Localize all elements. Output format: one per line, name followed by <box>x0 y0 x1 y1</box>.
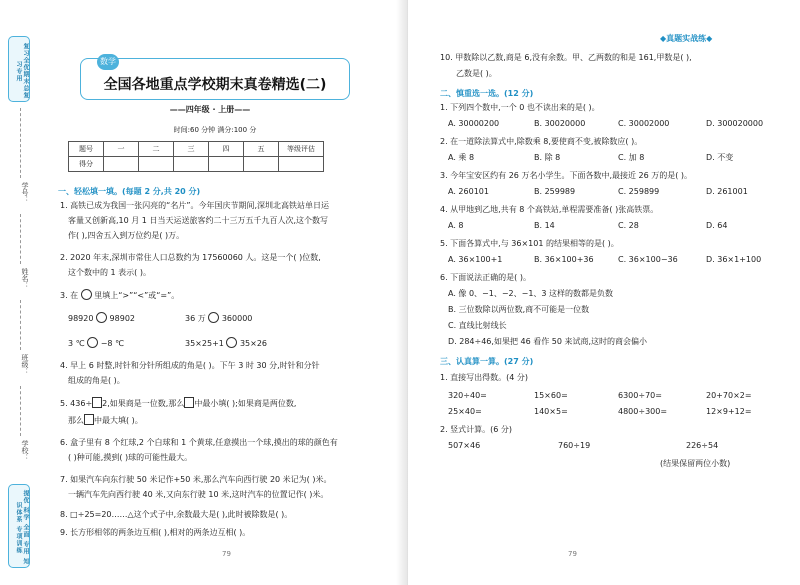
question-10-line1: 10. 甲数除以乙数,商是 6,没有余数。甲、乙两数的和是 161,甲数是( ), <box>440 53 692 62</box>
choice-6: 6. 下面说法正确的是( )。 <box>440 273 531 282</box>
calc-item: 320÷40= <box>448 391 487 400</box>
exam-time: 时间:60 分钟 满分:100 分 <box>173 126 257 134</box>
choice-4: 4. 从甲地到乙地,共有 8 个高铁站,单程需要准备( )张高铁票。 <box>440 205 659 214</box>
choice-option[interactable]: D. 36×1+100 <box>706 255 762 264</box>
choice-option[interactable]: A. 8 <box>448 221 464 230</box>
compare-blank[interactable] <box>87 337 98 348</box>
score-header: 五 <box>244 142 279 157</box>
field-student-id: 学号： <box>21 182 29 203</box>
page-title: 全国各地重点学校期末真卷精选(二) <box>103 77 327 93</box>
choice-option[interactable]: B. 259989 <box>534 187 576 196</box>
compare-value: 98902 <box>109 314 135 323</box>
choice-2: 2. 在一道除法算式中,除数乘 8,要使商不变,被除数应( )。 <box>440 137 643 146</box>
question-3-suffix: 里填上“>”“<”或“=”。 <box>94 291 180 300</box>
compare-row-1a <box>68 312 135 325</box>
vertical-calc-item: 507×46 <box>448 441 481 450</box>
score-header: 四 <box>209 142 244 157</box>
calc-item: 6300÷70= <box>618 391 662 400</box>
choice-5: 5. 下面各算式中,与 36×101 的结果相等的是( )。 <box>440 239 619 248</box>
question-6-line2: ( )种可能,摸到( )球的可能性最大。 <box>68 453 193 462</box>
strip-top-box: 复习全优期末总复习专用 <box>8 36 30 102</box>
choice-option[interactable]: D. 261001 <box>706 187 748 196</box>
compare-blank[interactable] <box>226 337 237 348</box>
digit-box[interactable] <box>92 397 102 408</box>
choice-option[interactable]: A. 260101 <box>448 187 489 196</box>
choice-option[interactable]: D. 不变 <box>706 153 734 162</box>
score-header: 三 <box>174 142 209 157</box>
score-row-label: 得分 <box>69 157 104 172</box>
compare-value: 98920 <box>68 314 94 323</box>
compare-blank[interactable] <box>96 312 107 323</box>
subject-badge: 数学 <box>97 54 119 70</box>
choice-option[interactable]: C. 直线比射线长 <box>448 321 507 330</box>
compare-value: 35×25+1 <box>185 339 224 348</box>
compare-value: 3 ℃ <box>68 339 85 348</box>
choice-option[interactable]: B. 30020000 <box>534 119 586 128</box>
question-1-line1: 1. 高铁已成为我国一张闪亮的“名片”。今年国庆节期间,深圳北高铁站单日运 <box>60 201 330 210</box>
score-cell[interactable] <box>174 157 209 172</box>
field-name: 姓名： <box>21 268 29 289</box>
score-header: 题号 <box>69 142 104 157</box>
compare-row-1b <box>185 312 252 325</box>
vertical-calc-item: 226÷54 <box>686 441 719 450</box>
choice-option[interactable]: C. 加 8 <box>618 153 645 162</box>
question-4-line1: 4. 早上 6 时整,时针和分针所组成的角是( )。下午 3 时 30 分,时针和分针 <box>60 361 320 370</box>
field-school: 学校： <box>21 440 29 461</box>
question-5-text: 中最大填( )。 <box>94 416 143 425</box>
strip-divider <box>20 386 21 436</box>
compare-value: 35×26 <box>239 339 268 348</box>
choice-option[interactable]: C. 36×100−36 <box>618 255 678 264</box>
question-2-line1: 2. 2020 年末,深圳市常住人口总数约为 17560060 人。这是一个( )位数, <box>60 253 321 262</box>
calc-2: 2. 竖式计算。(6 分) <box>440 425 513 434</box>
compare-value: 360000 <box>221 314 253 323</box>
score-header-row <box>69 142 324 157</box>
question-3-prefix: 3. 在 <box>60 291 79 300</box>
strip-divider <box>20 108 21 178</box>
choice-option[interactable]: D. 284÷46,如果把 46 看作 50 来试商,这时的商会偏小 <box>448 337 648 346</box>
choice-option[interactable]: C. 259899 <box>618 187 660 196</box>
question-1-line3: 作( ),四舍五入到万位约是( )万。 <box>68 231 185 240</box>
strip-bottom-box: 提优 科学 全面 专用 知识体系 专项训练 <box>8 484 30 568</box>
score-cell[interactable] <box>139 157 174 172</box>
question-5-text: 5. 436÷ <box>60 399 93 408</box>
digit-box[interactable] <box>184 397 194 408</box>
digit-box[interactable] <box>84 414 94 425</box>
strip-divider <box>20 300 21 350</box>
page-number: 79 <box>222 550 231 558</box>
calc-item: 140×5= <box>534 407 568 416</box>
score-header: 一 <box>104 142 139 157</box>
choice-option[interactable]: A. 乘 8 <box>448 153 475 162</box>
score-row <box>69 157 324 172</box>
question-1-line2: 客量又创新高,10 月 1 日当天运送旅客约二十三万五千九百人次,这个数写 <box>68 216 328 225</box>
choice-option[interactable]: B. 除 8 <box>534 153 561 162</box>
calc-item: 25×40= <box>448 407 482 416</box>
choice-option[interactable]: D. 300020000 <box>706 119 764 128</box>
field-class: 班级： <box>21 354 29 375</box>
question-3 <box>60 289 179 302</box>
question-5-text: 2,如果商是一位数,那么 <box>102 399 185 408</box>
score-cell[interactable] <box>209 157 244 172</box>
calc-item: 15×60= <box>534 391 568 400</box>
choice-option[interactable]: A. 像 0、−1、−2、−1、3 这样的数都是负数 <box>448 289 614 298</box>
question-9: 9. 长方形相邻的两条边互相( ),相对的两条边互相( )。 <box>60 528 251 537</box>
choice-option[interactable]: C. 30002000 <box>618 119 670 128</box>
page-number: 79 <box>568 550 577 558</box>
choice-option[interactable]: C. 28 <box>618 221 639 230</box>
vertical-calc-note: (结果保留两位小数) <box>660 459 731 468</box>
question-6-line1: 6. 盒子里有 8 个红球,2 个白球和 1 个黄球,任意摸出一个球,摸出的球的颜色有 <box>60 438 338 447</box>
choice-option[interactable]: A. 36×100+1 <box>448 255 503 264</box>
choice-option[interactable]: B. 14 <box>534 221 555 230</box>
compare-value: −8 ℃ <box>100 339 125 348</box>
question-5-text: 那么 <box>68 416 84 425</box>
choice-1: 1. 下列四个数中,一个 0 也不读出来的是( )。 <box>440 103 600 112</box>
question-8: 8. □÷25=20……△这个式子中,余数最大是( ),此时被除数是( )。 <box>60 510 293 519</box>
grade-label: ——四年级 · 上册—— <box>169 105 251 114</box>
compare-row-2a <box>68 337 124 350</box>
score-table <box>68 141 324 172</box>
choice-3: 3. 今年宝安区约有 26 万名小学生。下面各数中,最接近 26 万的是( )。 <box>440 171 693 180</box>
choice-option[interactable]: B. 三位数除以两位数,商不可能是一位数 <box>448 305 590 314</box>
strip-divider <box>20 214 21 264</box>
section-calc-title: 三、认真算一算。(27 分) <box>440 357 534 366</box>
question-4-line2: 组成的角是( )。 <box>68 376 125 385</box>
question-10-line2: 乙数是( )。 <box>456 69 497 78</box>
choice-option[interactable]: A. 30000200 <box>448 119 500 128</box>
question-7-line2: 一辆汽车先向西行驶 40 米,又向东行驶 10 米,这时汽车的位置记作( )米。 <box>68 490 329 499</box>
score-header: 二 <box>139 142 174 157</box>
compare-blank[interactable] <box>208 312 219 323</box>
question-5-line1 <box>60 397 296 410</box>
compare-value: 36 万 <box>185 314 206 323</box>
question-7-line1: 7. 如果汽车向东行驶 50 米记作+50 米,那么汽车向西行驶 20 米记为( )米。 <box>60 475 332 484</box>
brand-tag: ◆真题实战练◆ <box>660 34 713 43</box>
section-fill-title: 一、轻松填一填。(每题 2 分,共 20 分) <box>58 187 201 196</box>
question-2-line2: 这个数中的 1 表示( )。 <box>68 268 151 277</box>
calc-item: 4800÷300= <box>618 407 668 416</box>
question-5-line2 <box>68 414 143 427</box>
calc-1: 1. 直接写出得数。(4 分) <box>440 373 529 382</box>
score-header: 等级评估 <box>279 142 324 157</box>
section-choice-title: 二、慎重选一选。(12 分) <box>440 89 534 98</box>
compare-row-2b <box>185 337 267 350</box>
compare-circle-icon <box>81 289 92 300</box>
vertical-calc-item: 760÷19 <box>558 441 591 450</box>
side-strip <box>8 36 30 576</box>
calc-item: 20+70×2= <box>706 391 752 400</box>
choice-option[interactable]: B. 36×100+36 <box>534 255 594 264</box>
score-cell[interactable] <box>244 157 279 172</box>
question-5-text: 中最小填( );如果商是两位数, <box>194 399 297 408</box>
score-cell[interactable] <box>279 157 324 172</box>
right-page <box>408 0 800 585</box>
choice-option[interactable]: D. 64 <box>706 221 728 230</box>
calc-item: 12×9+12= <box>706 407 752 416</box>
score-cell[interactable] <box>104 157 139 172</box>
